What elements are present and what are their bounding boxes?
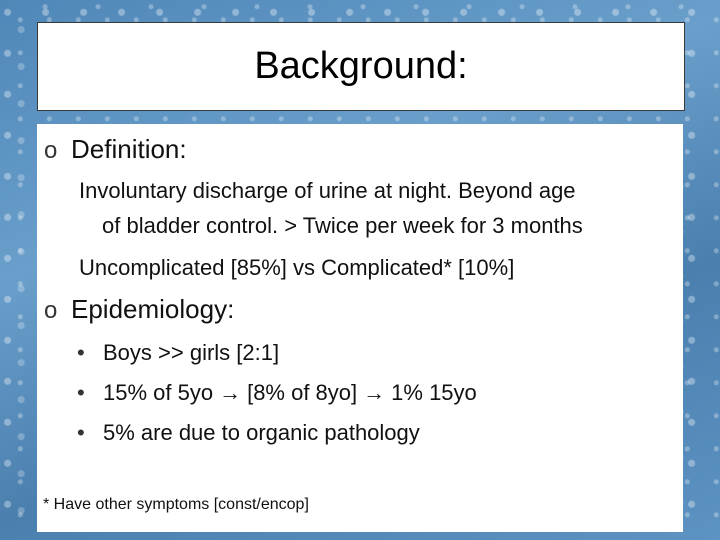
definition-line: of bladder control. > Twice per week for 3 months [102,213,583,238]
definition-heading-row [44,134,187,165]
slide-content [37,124,683,532]
list-item [77,340,279,366]
progression-step: 1% 15yo [391,380,477,405]
definition-heading: Definition: [71,134,187,164]
definition-line: Uncomplicated [85%] vs Complicated* [10%] [79,255,515,280]
footnote: * Have other symptoms [const/encop] [43,496,309,513]
definition-line: Involuntary discharge of urine at night. Beyond age [79,178,576,203]
arrow-right-icon: → [219,380,242,405]
arrow-right-icon: → [363,380,386,405]
bullet-dot: • [77,340,85,365]
slide-title: Background: [254,45,468,87]
level1-bullet: o [44,297,58,324]
bullet-dot: • [77,380,85,405]
level1-bullet: o [44,137,58,164]
epidemiology-heading-row [44,294,234,325]
list-item [77,420,420,446]
epidemiology-heading: Epidemiology: [71,294,235,324]
progression-step: [8% of 8yo] [247,380,358,405]
slide-title-box [37,22,685,111]
progression-step: 15% of 5yo [103,380,214,405]
bullet-dot: • [77,420,85,445]
list-item-text: 5% are due to organic pathology [103,420,420,445]
list-item-text: Boys >> girls [2:1] [103,340,280,365]
list-item [77,380,477,406]
